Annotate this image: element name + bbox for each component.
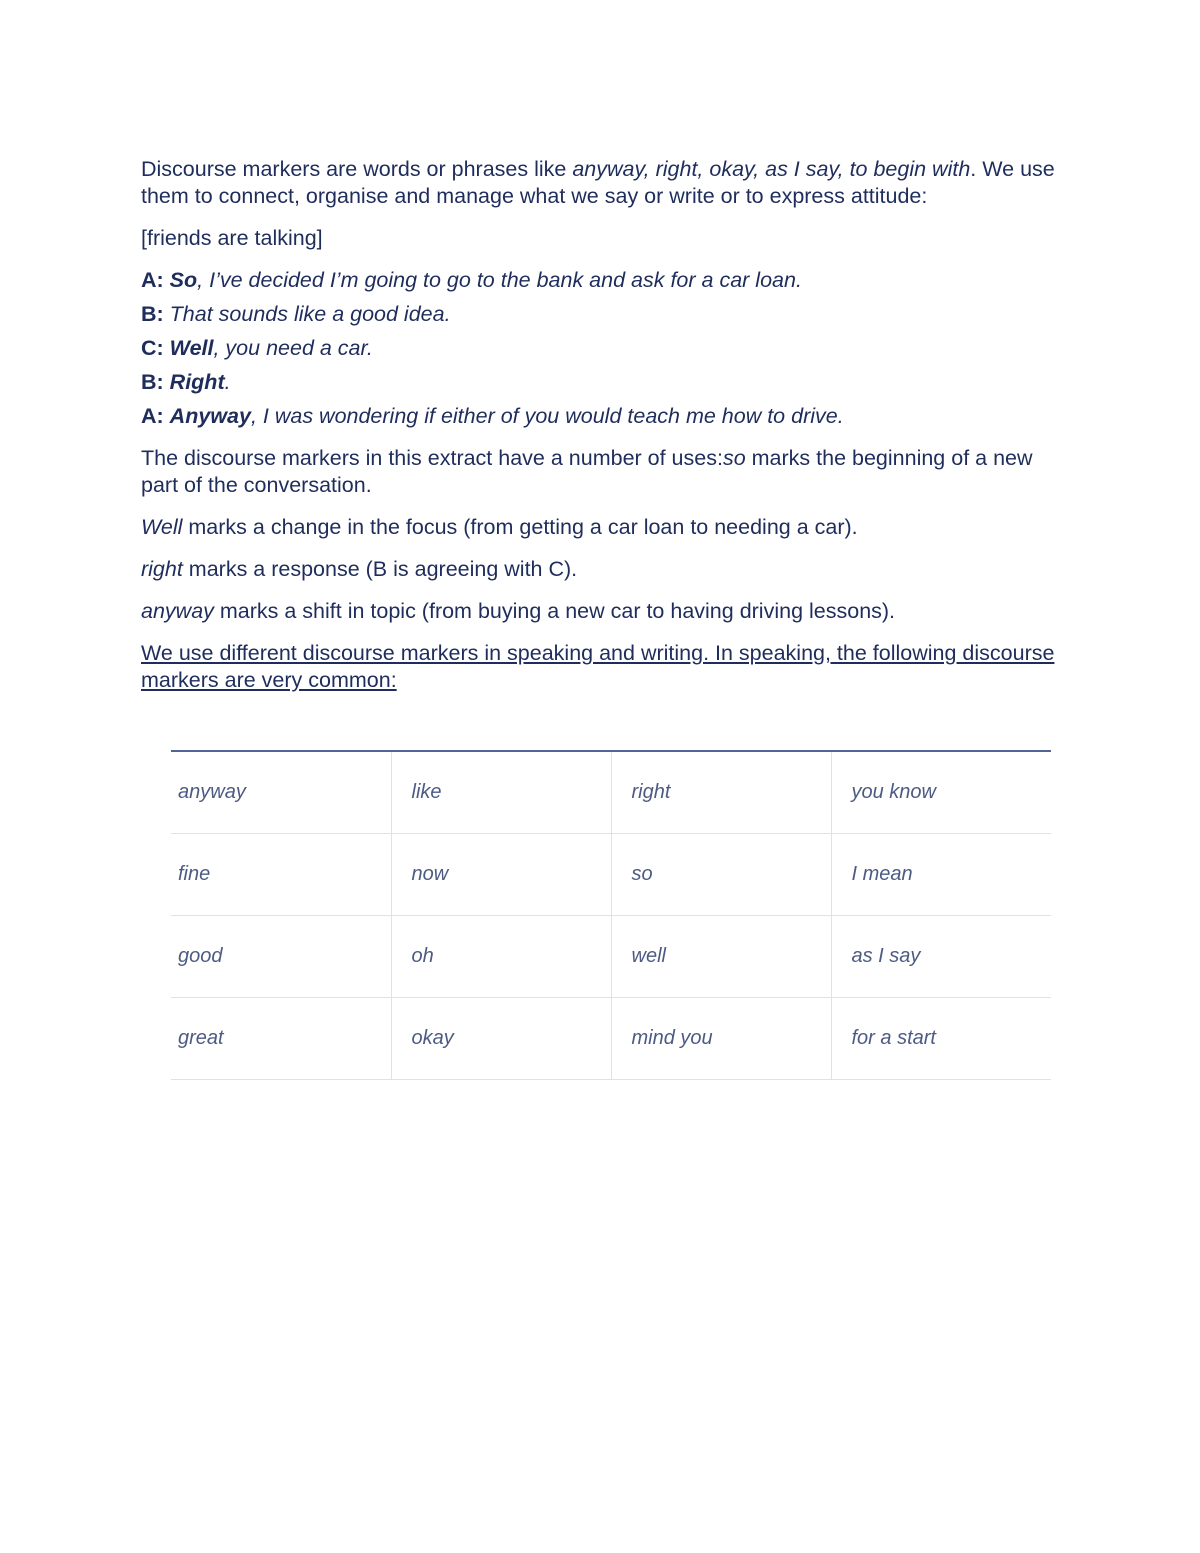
table-row	[171, 916, 1051, 998]
speaker-label: B:	[141, 302, 164, 326]
table-cell: you know	[831, 752, 1051, 834]
table-cell: great	[171, 998, 391, 1080]
discourse-marker: So	[169, 268, 198, 292]
uses-paragraph-3	[141, 556, 1061, 583]
uses-text: marks the beginning of a new part of the conversation.	[141, 446, 1033, 497]
speaker-label: B:	[141, 370, 164, 394]
dialogue	[141, 267, 1061, 430]
uses-paragraph-1	[141, 445, 1061, 499]
dialogue-context: [friends are talking]	[141, 226, 323, 250]
table-cell: right	[611, 752, 831, 834]
table-cell: mind you	[611, 998, 831, 1080]
discourse-marker: Anyway	[169, 404, 251, 428]
dialogue-text: , you need a car.	[213, 336, 373, 360]
uses-text: marks a shift in topic (from buying a new car to having driving lessons).	[213, 599, 896, 623]
intro-paragraph	[141, 156, 1061, 210]
table-cell: well	[611, 916, 831, 998]
table-cell: I mean	[831, 834, 1051, 916]
marker-term: so	[722, 446, 746, 470]
discourse-marker: Well	[169, 336, 214, 360]
uses-paragraph-2	[141, 514, 1061, 541]
marker-term: Well	[141, 515, 183, 539]
table-cell: as I say	[831, 916, 1051, 998]
intro-text-1: Discourse markers are words or phrases like	[141, 157, 573, 181]
table-cell: so	[611, 834, 831, 916]
speaker-label: C:	[141, 336, 164, 360]
marker-term: anyway	[141, 599, 214, 623]
intro-text-2: . We use them to connect, organise and manage what we say or write or to express attitude:	[141, 157, 1055, 208]
table-cell: like	[391, 752, 611, 834]
uses-paragraph-4	[141, 598, 1061, 625]
dialogue-text: , I’ve decided I’m going to go to the bank and ask for a car loan.	[197, 268, 802, 292]
table-cell: anyway	[171, 752, 391, 834]
table-cell: fine	[171, 834, 391, 916]
document-body	[141, 156, 1061, 694]
speaker-label: A:	[141, 268, 164, 292]
table-row	[171, 752, 1051, 834]
discourse-marker: Right	[169, 370, 225, 394]
dialogue-text: That sounds like a good idea.	[169, 302, 451, 326]
intro-examples: anyway, right, okay, as I say, to begin with	[572, 157, 971, 181]
dialogue-line	[141, 403, 1061, 430]
speaker-label: A:	[141, 404, 164, 428]
uses-text: marks a response (B is agreeing with C).	[182, 557, 578, 581]
speaking-note: We use different discourse markers in speaking and writing. In speaking, the following discourse markers are very common:	[141, 641, 1055, 692]
dialogue-text: .	[224, 370, 231, 394]
table-cell: okay	[391, 998, 611, 1080]
dialogue-line	[141, 335, 1061, 362]
dialogue-line	[141, 301, 1061, 328]
table-cell: for a start	[831, 998, 1051, 1080]
dialogue-line	[141, 369, 1061, 396]
uses-text: The discourse markers in this extract have a number of uses:	[141, 446, 723, 470]
table-cell: good	[171, 916, 391, 998]
dialogue-line	[141, 267, 1061, 294]
table-cell: now	[391, 834, 611, 916]
table-row	[171, 998, 1051, 1080]
table-cell: oh	[391, 916, 611, 998]
marker-term: right	[141, 557, 183, 581]
table-row	[171, 834, 1051, 916]
discourse-markers-table	[171, 750, 1051, 1080]
dialogue-text: , I was wondering if either of you would teach me how to drive.	[250, 404, 844, 428]
uses-text: marks a change in the focus (from getting a car loan to needing a car).	[182, 515, 858, 539]
